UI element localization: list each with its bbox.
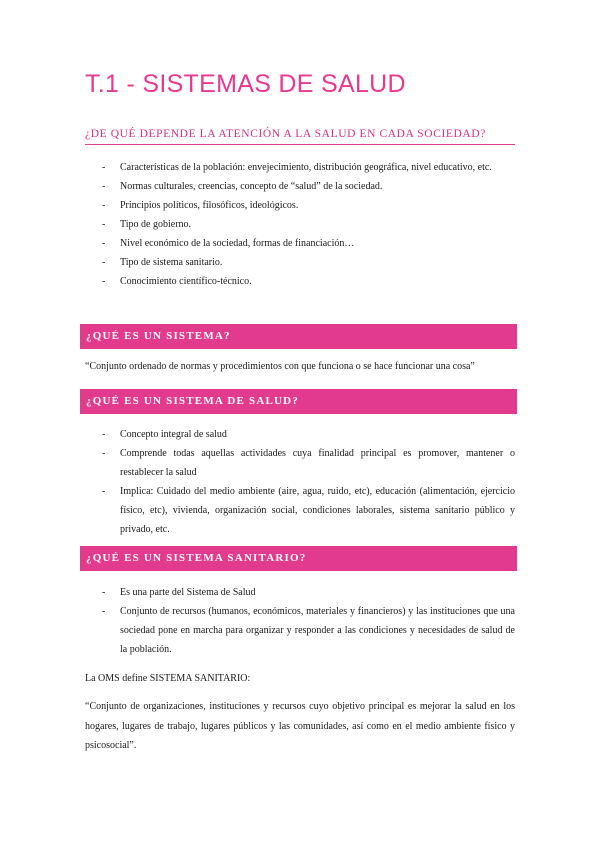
section-heading-sistema-salud: ¿QUÉ ES UN SISTEMA DE SALUD? [80,389,517,414]
section-heading-sistema-sanitario: ¿QUÉ ES UN SISTEMA SANITARIO? [80,546,517,571]
sistema-sanitario-list [85,583,515,659]
list-item: - Nivel económico de la sociedad, formas de financiación… [85,234,515,253]
sistema-salud-list [85,425,515,539]
list-item: - Concepto integral de salud [85,425,515,444]
factors-list [85,158,515,291]
list-item: - Comprende todas aquellas actividades cuya finalidad principal es promover, mantener o restablecer la salud [85,444,515,482]
section-heading-sistema: ¿QUÉ ES UN SISTEMA? [80,324,517,349]
list-item: - Conjunto de recursos (humanos, económicos, materiales y financieros) y las instituciones que una sociedad pone en marcha para organizar y responder a las condiciones y necesidades de salud de la población. [85,602,515,659]
list-item: - Tipo de sistema sanitario. [85,253,515,272]
list-item: - Normas culturales, creencias, concepto de “salud” de la sociedad. [85,177,515,196]
page-title: T.1 - SISTEMAS DE SALUD [85,70,406,98]
list-item: - Es una parte del Sistema de Salud [85,583,515,602]
oms-definition: “Conjunto de organizaciones, instituciones y recursos cuyo objetivo principal es mejorar la salud en los hogares, lugares de trabajo, lugares públicos y las comunidades, así como en el medio ambiente físico y psicosocial”. [85,701,515,751]
oms-intro: La OMS define SISTEMA SANITARIO: [85,673,251,684]
list-item: - Características de la población: envejecimiento, distribución geográfica, nivel educativo, etc. [85,158,515,177]
list-item: - Tipo de gobierno. [85,215,515,234]
section-subtitle: ¿DE QUÉ DEPENDE LA ATENCIÓN A LA SALUD EN CADA SOCIEDAD? [85,128,515,145]
list-item: - Implica: Cuidado del medio ambiente (aire, agua, ruido, etc), educación (alimentación, ejercicio físico, etc), vivienda, organización social, condiciones laborales, sistema sanitario público y privado, etc. [85,482,515,539]
list-item: - Conocimiento científico-técnico. [85,272,515,291]
list-item: - Principios políticos, filosóficos, ideológicos. [85,196,515,215]
sistema-definition: “Conjunto ordenado de normas y procedimientos con que funciona o se hace funcionar una cosa” [85,361,475,372]
